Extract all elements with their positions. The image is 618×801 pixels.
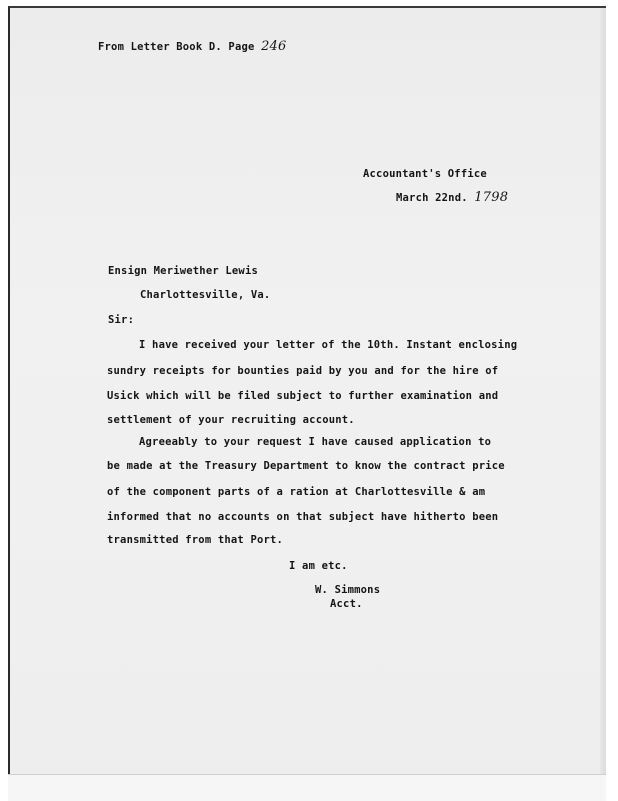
- office-name: Accountant's Office: [363, 168, 487, 180]
- date-year: 1798: [474, 190, 509, 205]
- source-prefix: From Letter Book D. Page: [98, 41, 255, 53]
- signature-name: W. Simmons: [315, 584, 381, 596]
- paragraph-1-line-2: sundry receipts for bounties paid by you and for the hire of: [107, 365, 499, 377]
- recipient-name: Ensign Meriwether Lewis: [108, 265, 258, 277]
- source-page-number: 246: [261, 39, 287, 54]
- bottom-margin: [8, 774, 606, 801]
- paragraph-2-line-4: informed that no accounts on that subject have hitherto been: [107, 511, 499, 523]
- salutation: Sir:: [108, 314, 135, 326]
- recipient-location: Charlottesville, Va.: [140, 289, 271, 301]
- source-reference: [98, 40, 286, 53]
- paragraph-2-line-1: Agreeably to your request I have caused application to: [139, 436, 492, 448]
- paragraph-1-line-4: settlement of your recruiting account.: [107, 414, 355, 426]
- paragraph-2-line-5: transmitted from that Port.: [107, 534, 284, 546]
- paragraph-1-line-3: Usick which will be filed subject to further examination and: [107, 390, 499, 402]
- letter-date: [396, 191, 508, 204]
- paragraph-1-line-1: I have received your letter of the 10th. Instant enclosing: [139, 339, 518, 351]
- closing: I am etc.: [289, 560, 348, 572]
- page-edge: [600, 8, 606, 774]
- signature-title: Acct.: [330, 598, 363, 610]
- paragraph-2-line-2: be made at the Treasury Department to know the contract price: [107, 460, 505, 472]
- date-prefix: March 22nd.: [396, 192, 468, 204]
- paragraph-2-line-3: of the component parts of a ration at Charlottesville & am: [107, 486, 486, 498]
